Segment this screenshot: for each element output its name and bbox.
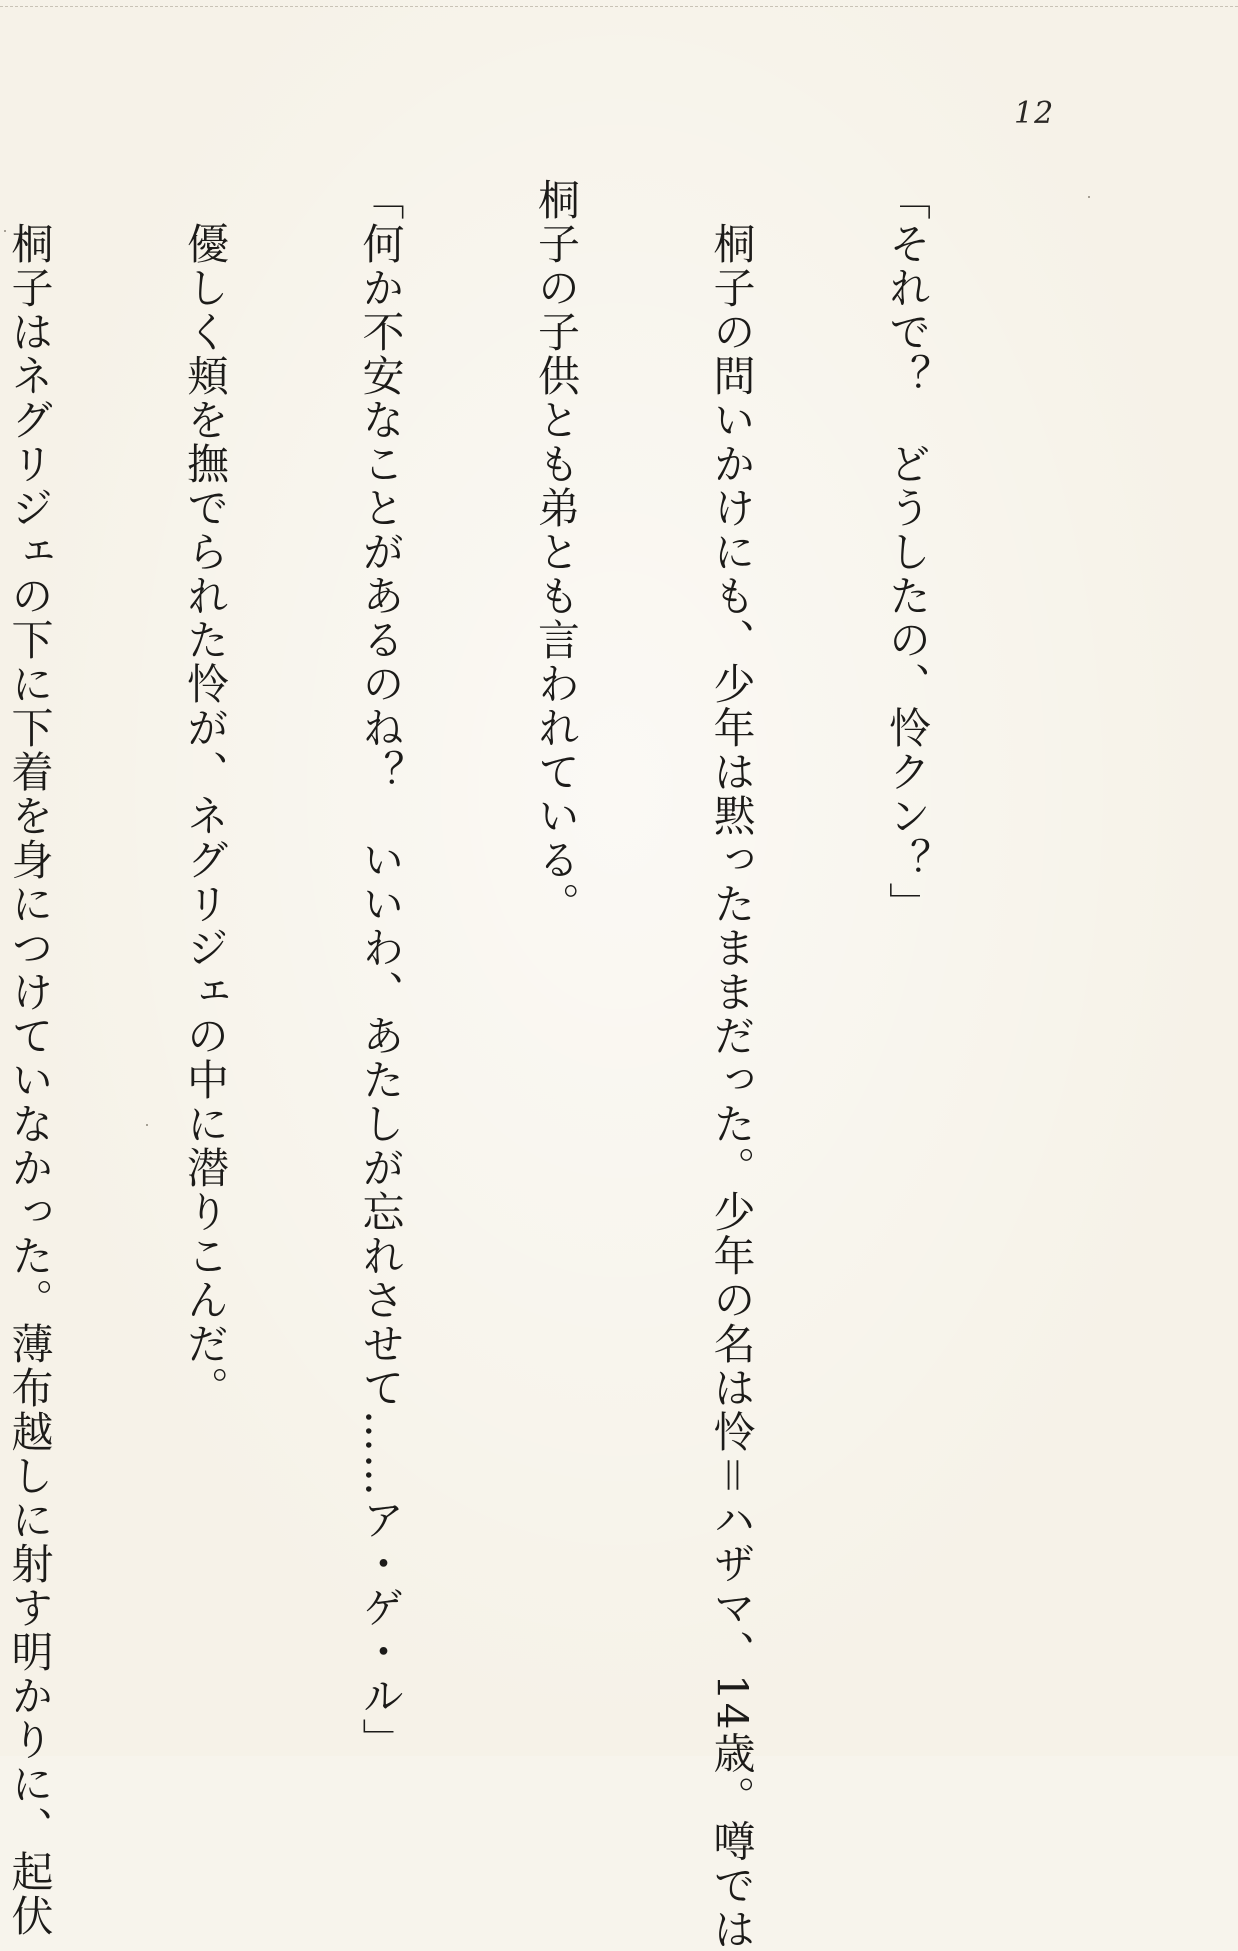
paper-speck [146,1124,148,1126]
text-line: 優しく頬を撫でられた怜が、ネグリジェの中に潜りこんだ。 [181,178,230,1410]
text-line: 桐子の子供とも弟とも言われている。 [532,178,581,926]
paper-speck [1088,196,1090,198]
text-line: 「何か不安なことがあるのね？ いいわ、あたしが忘れさせて……ア・ゲ・ル」 [356,178,406,1762]
text-line: 桐子の問いかけにも、少年は黙ったままだった。少年の名は怜＝ハザマ、14歳。噂では [707,178,757,1951]
text-line: 桐子はネグリジェの下に下着を身につけていなかった。薄布越しに射す明かりに、起伏 [5,178,55,1938]
vertical-text-body [0,178,1053,1951]
page-number: 12 [1014,96,1055,131]
text-line: 「それで？ どうしたの、怜クン？」 [883,178,932,926]
scan-edge-line [0,6,1238,7]
paper-speck [4,230,6,232]
